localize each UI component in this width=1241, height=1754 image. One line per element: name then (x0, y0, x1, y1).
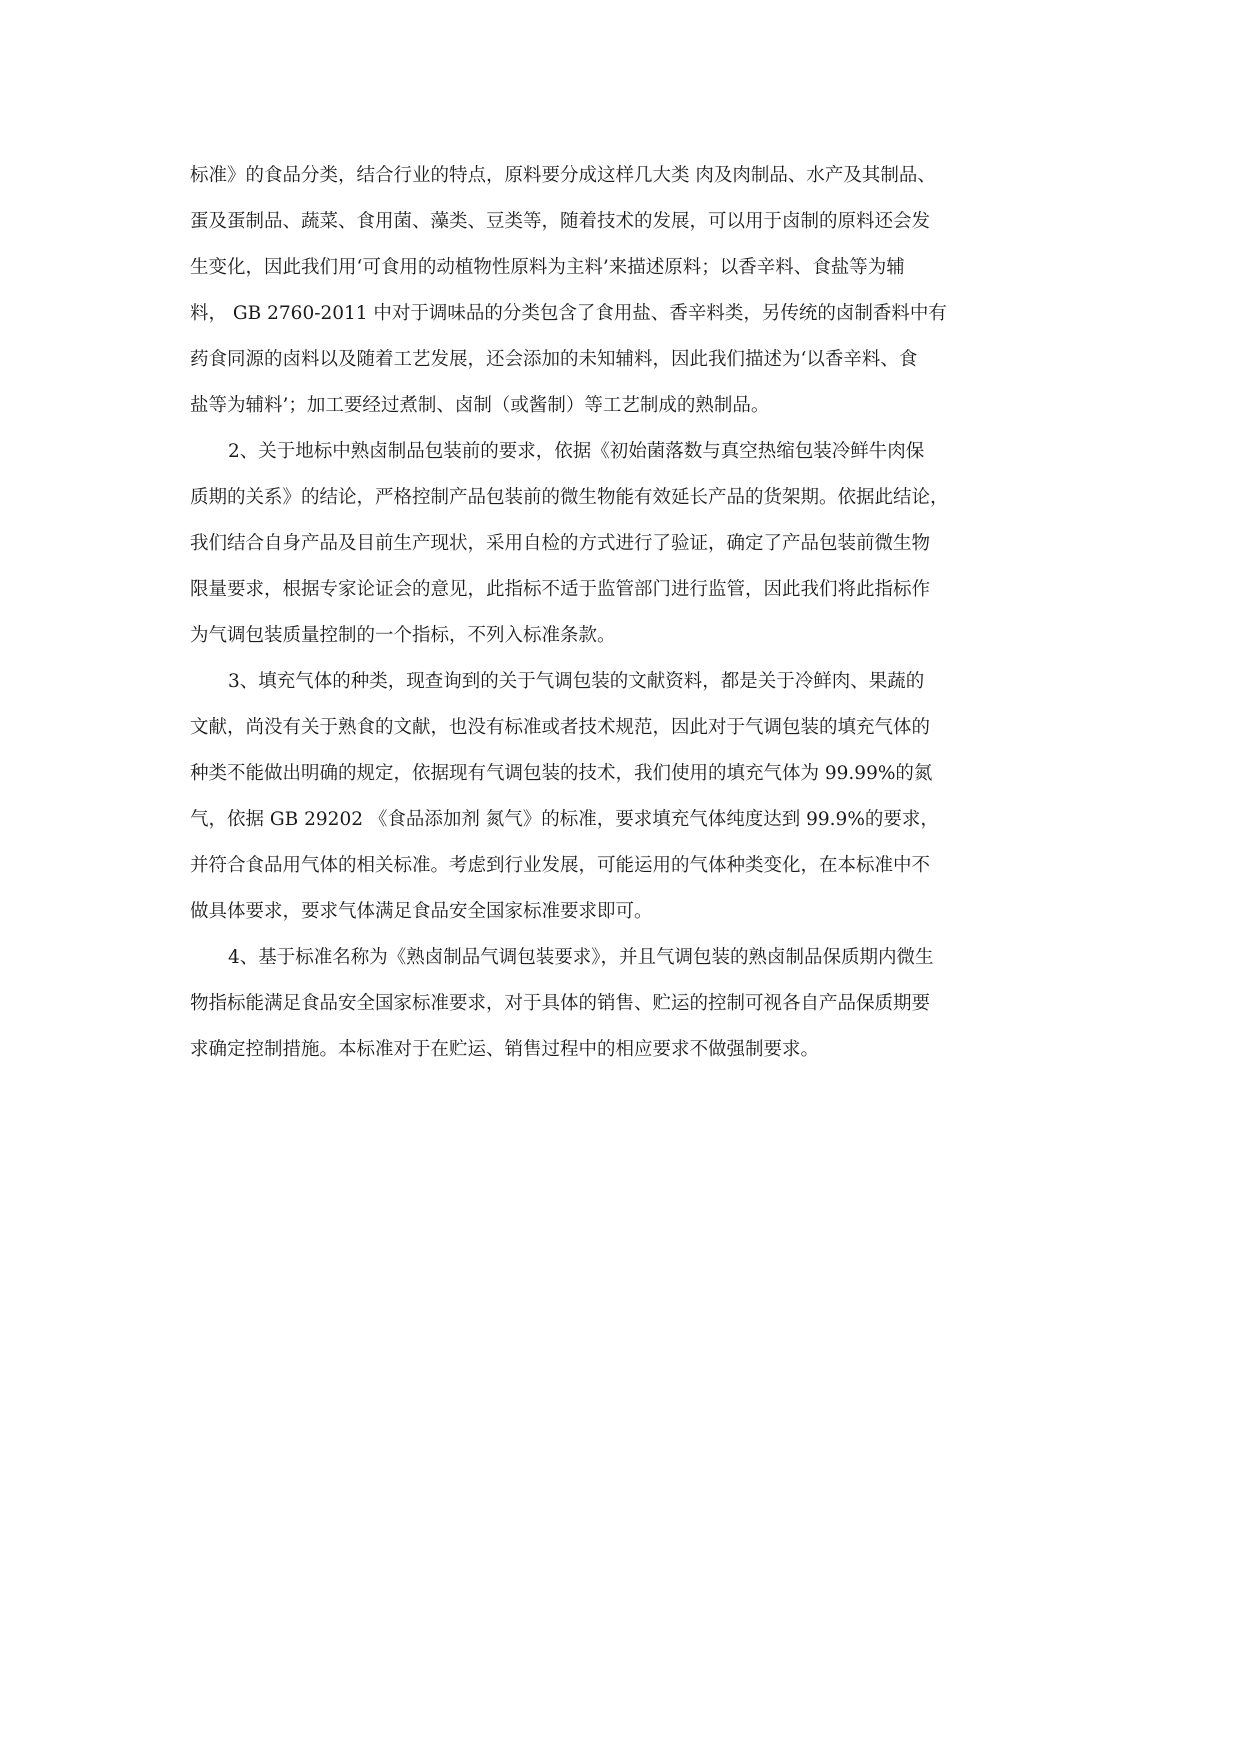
text-line: 为气调包装质量控制的一个指标，不列入标准条款。 (190, 625, 616, 646)
text-line: 盐等为辅料’；加工要经过煮制、卤制（或酱制）等工艺制成的熟制品。 (190, 395, 770, 416)
text-line: 并符合食品用气体的相关标准。考虑到行业发展，可能运用的气体种类变化，在本标准中不 (190, 855, 931, 876)
text-line: 限量要求，根据专家论证会的意见，此指标不适于监管部门进行监管，因此我们将此指标作 (190, 579, 931, 600)
text-line: 质期的关系》的结论，严格控制产品包装前的微生物能有效延长产品的货架期。依据此结论， (190, 487, 949, 508)
text-line: 物指标能满足食品安全国家标准要求，对于具体的销售、贮运的控制可视各自产品保质期要 (190, 993, 931, 1014)
text-line: 气，依据 GB 29202 《食品添加剂 氮气》的标准，要求填充气体纯度达到 99.9%的要求， (190, 809, 939, 830)
text-line: 标准》的食品分类，结合行业的特点，原料要分成这样几大类 肉及肉制品、水产及其制品、 (190, 165, 936, 186)
text-line: 料， GB 2760-2011 中对于调味品的分类包含了食用盐、香辛料类，另传统的卤制香料中有 (190, 303, 947, 324)
paragraph-first-line: 2、关于地标中熟卤制品包装前的要求，依据《初始菌落数与真空热缩包装冷鲜牛肉保 (228, 441, 925, 462)
paragraph-first-line: 4、基于标准名称为《熟卤制品气调包装要求》，并且气调包装的熟卤制品保质期内微生 (228, 947, 934, 968)
text-line: 我们结合自身产品及目前生产现状，采用自检的方式进行了验证，确定了产品包装前微生物 (190, 533, 931, 554)
text-line: 蛋及蛋制品、蔬菜、食用菌、藻类、豆类等，随着技术的发展，可以用于卤制的原料还会发 (190, 211, 931, 232)
text-line: 种类不能做出明确的规定，依据现有气调包装的技术，我们使用的填充气体为 99.99%的氮 (190, 763, 933, 784)
text-line: 做具体要求，要求气体满足食品安全国家标准要求即可。 (190, 901, 653, 922)
body-text (190, 153, 1056, 1073)
text-line: 文献，尚没有关于熟食的文献，也没有标准或者技术规范，因此对于气调包装的填充气体的 (190, 717, 931, 738)
paragraph-first-line: 3、填充气体的种类，现查询到的关于气调包装的文献资料，都是关于冷鲜肉、果蔬的 (228, 671, 925, 692)
text-line: 生变化，因此我们用‘可食用的动植物性原料为主料’来描述原料；以香辛料、食盐等为辅 (190, 257, 905, 278)
text-line: 药食同源的卤料以及随着工艺发展，还会添加的未知辅料，因此我们描述为‘以香辛料、食 (190, 349, 918, 370)
text-line: 求确定控制措施。本标准对于在贮运、销售过程中的相应要求不做强制要求。 (190, 1039, 820, 1060)
